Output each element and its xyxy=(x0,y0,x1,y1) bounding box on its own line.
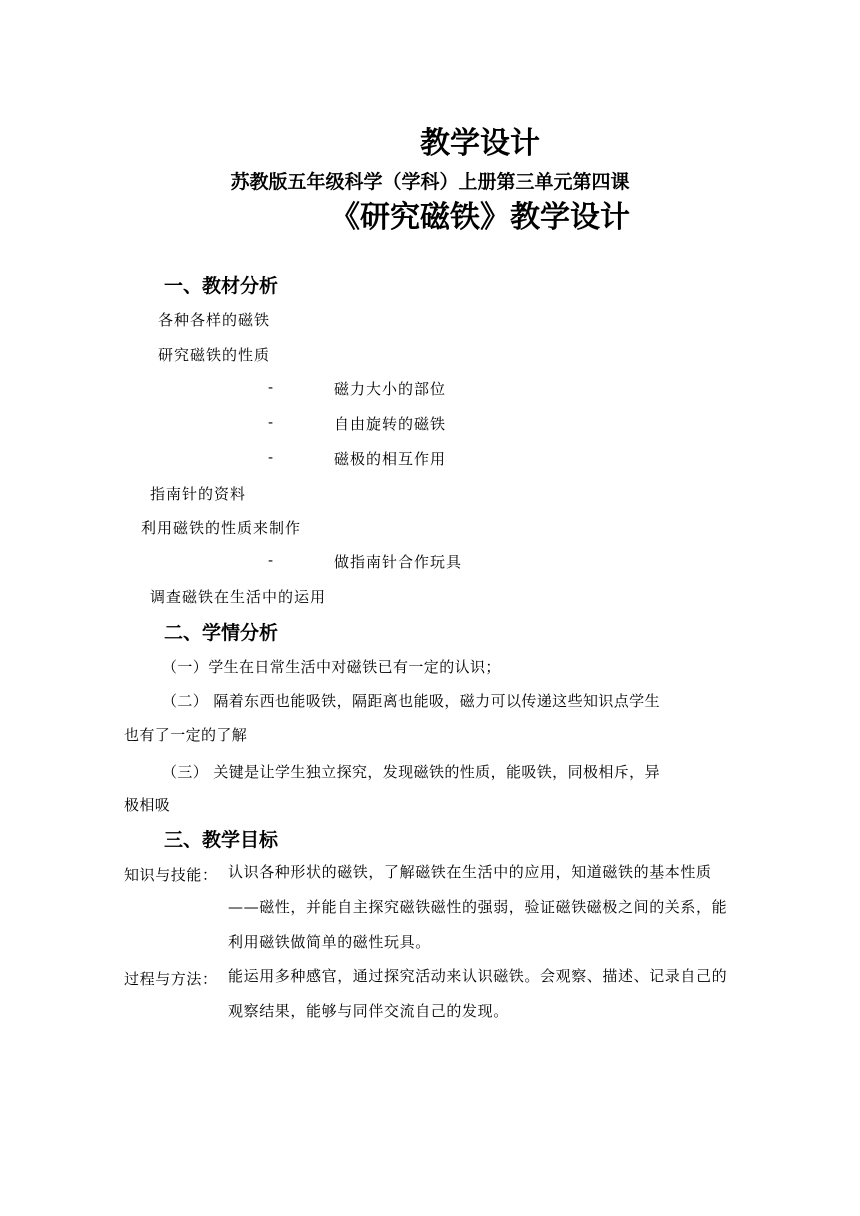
paragraph-line: 也有了一定的了解 xyxy=(124,726,248,744)
list-subitem: 自由旋转的磁铁 xyxy=(334,415,447,433)
paragraph-line: （一）学生在日常生活中对磁铁已有一定的认识； xyxy=(162,658,501,676)
dash-marker: - xyxy=(268,448,274,466)
dash-marker: - xyxy=(268,378,274,396)
goal-text-knowledge: 认识各种形状的磁铁，了解磁铁在生活中的应用，知道磁铁的基本性质——磁性，并能自主探究磁铁磁性的强弱，验证磁铁磁极之间的关系，能利用磁铁做简单的磁性玩具。 xyxy=(228,863,728,951)
goal-label-knowledge: 知识与技能： xyxy=(124,866,218,884)
list-item: 利用磁铁的性质来制作 xyxy=(141,519,302,537)
section-heading-students: 二、学情分析 xyxy=(164,622,279,644)
list-item: 各种各样的磁铁 xyxy=(158,311,271,329)
dash-marker: - xyxy=(268,551,274,569)
list-item: 调查磁铁在生活中的运用 xyxy=(150,588,327,606)
section-heading-goals: 三、教学目标 xyxy=(164,829,279,851)
list-item: 指南针的资料 xyxy=(150,485,247,503)
section-heading-materials: 一、教材分析 xyxy=(164,275,279,297)
list-subitem: 磁极的相互作用 xyxy=(334,450,447,468)
goal-text-process: 能运用多种感官，通过探究活动来认识磁铁。会观察、描述、记录自己的观察结果，能够与同伴交流自己的发现。 xyxy=(228,967,728,1020)
dash-marker: - xyxy=(268,413,274,431)
list-item: 研究磁铁的性质 xyxy=(158,346,271,364)
paragraph-line: 极相吸 xyxy=(124,796,171,814)
goal-label-process: 过程与方法： xyxy=(124,970,218,988)
list-subitem: 磁力大小的部位 xyxy=(334,380,447,398)
paragraph-line: （二） 隔着东西也能吸铁，隔距离也能吸，磁力可以传递这些知识点学生 xyxy=(162,692,660,710)
document-title: 教学设计 xyxy=(420,126,540,161)
lesson-title: 《研究磁铁》教学设计 xyxy=(330,200,630,235)
list-subitem: 做指南针合作玩具 xyxy=(334,553,463,571)
paragraph-line: （三） 关键是让学生独立探究，发现磁铁的性质，能吸铁，同极相斥，异 xyxy=(162,763,660,781)
document-subtitle: 苏教版五年级科学（学科）上册第三单元第四课 xyxy=(230,171,630,193)
